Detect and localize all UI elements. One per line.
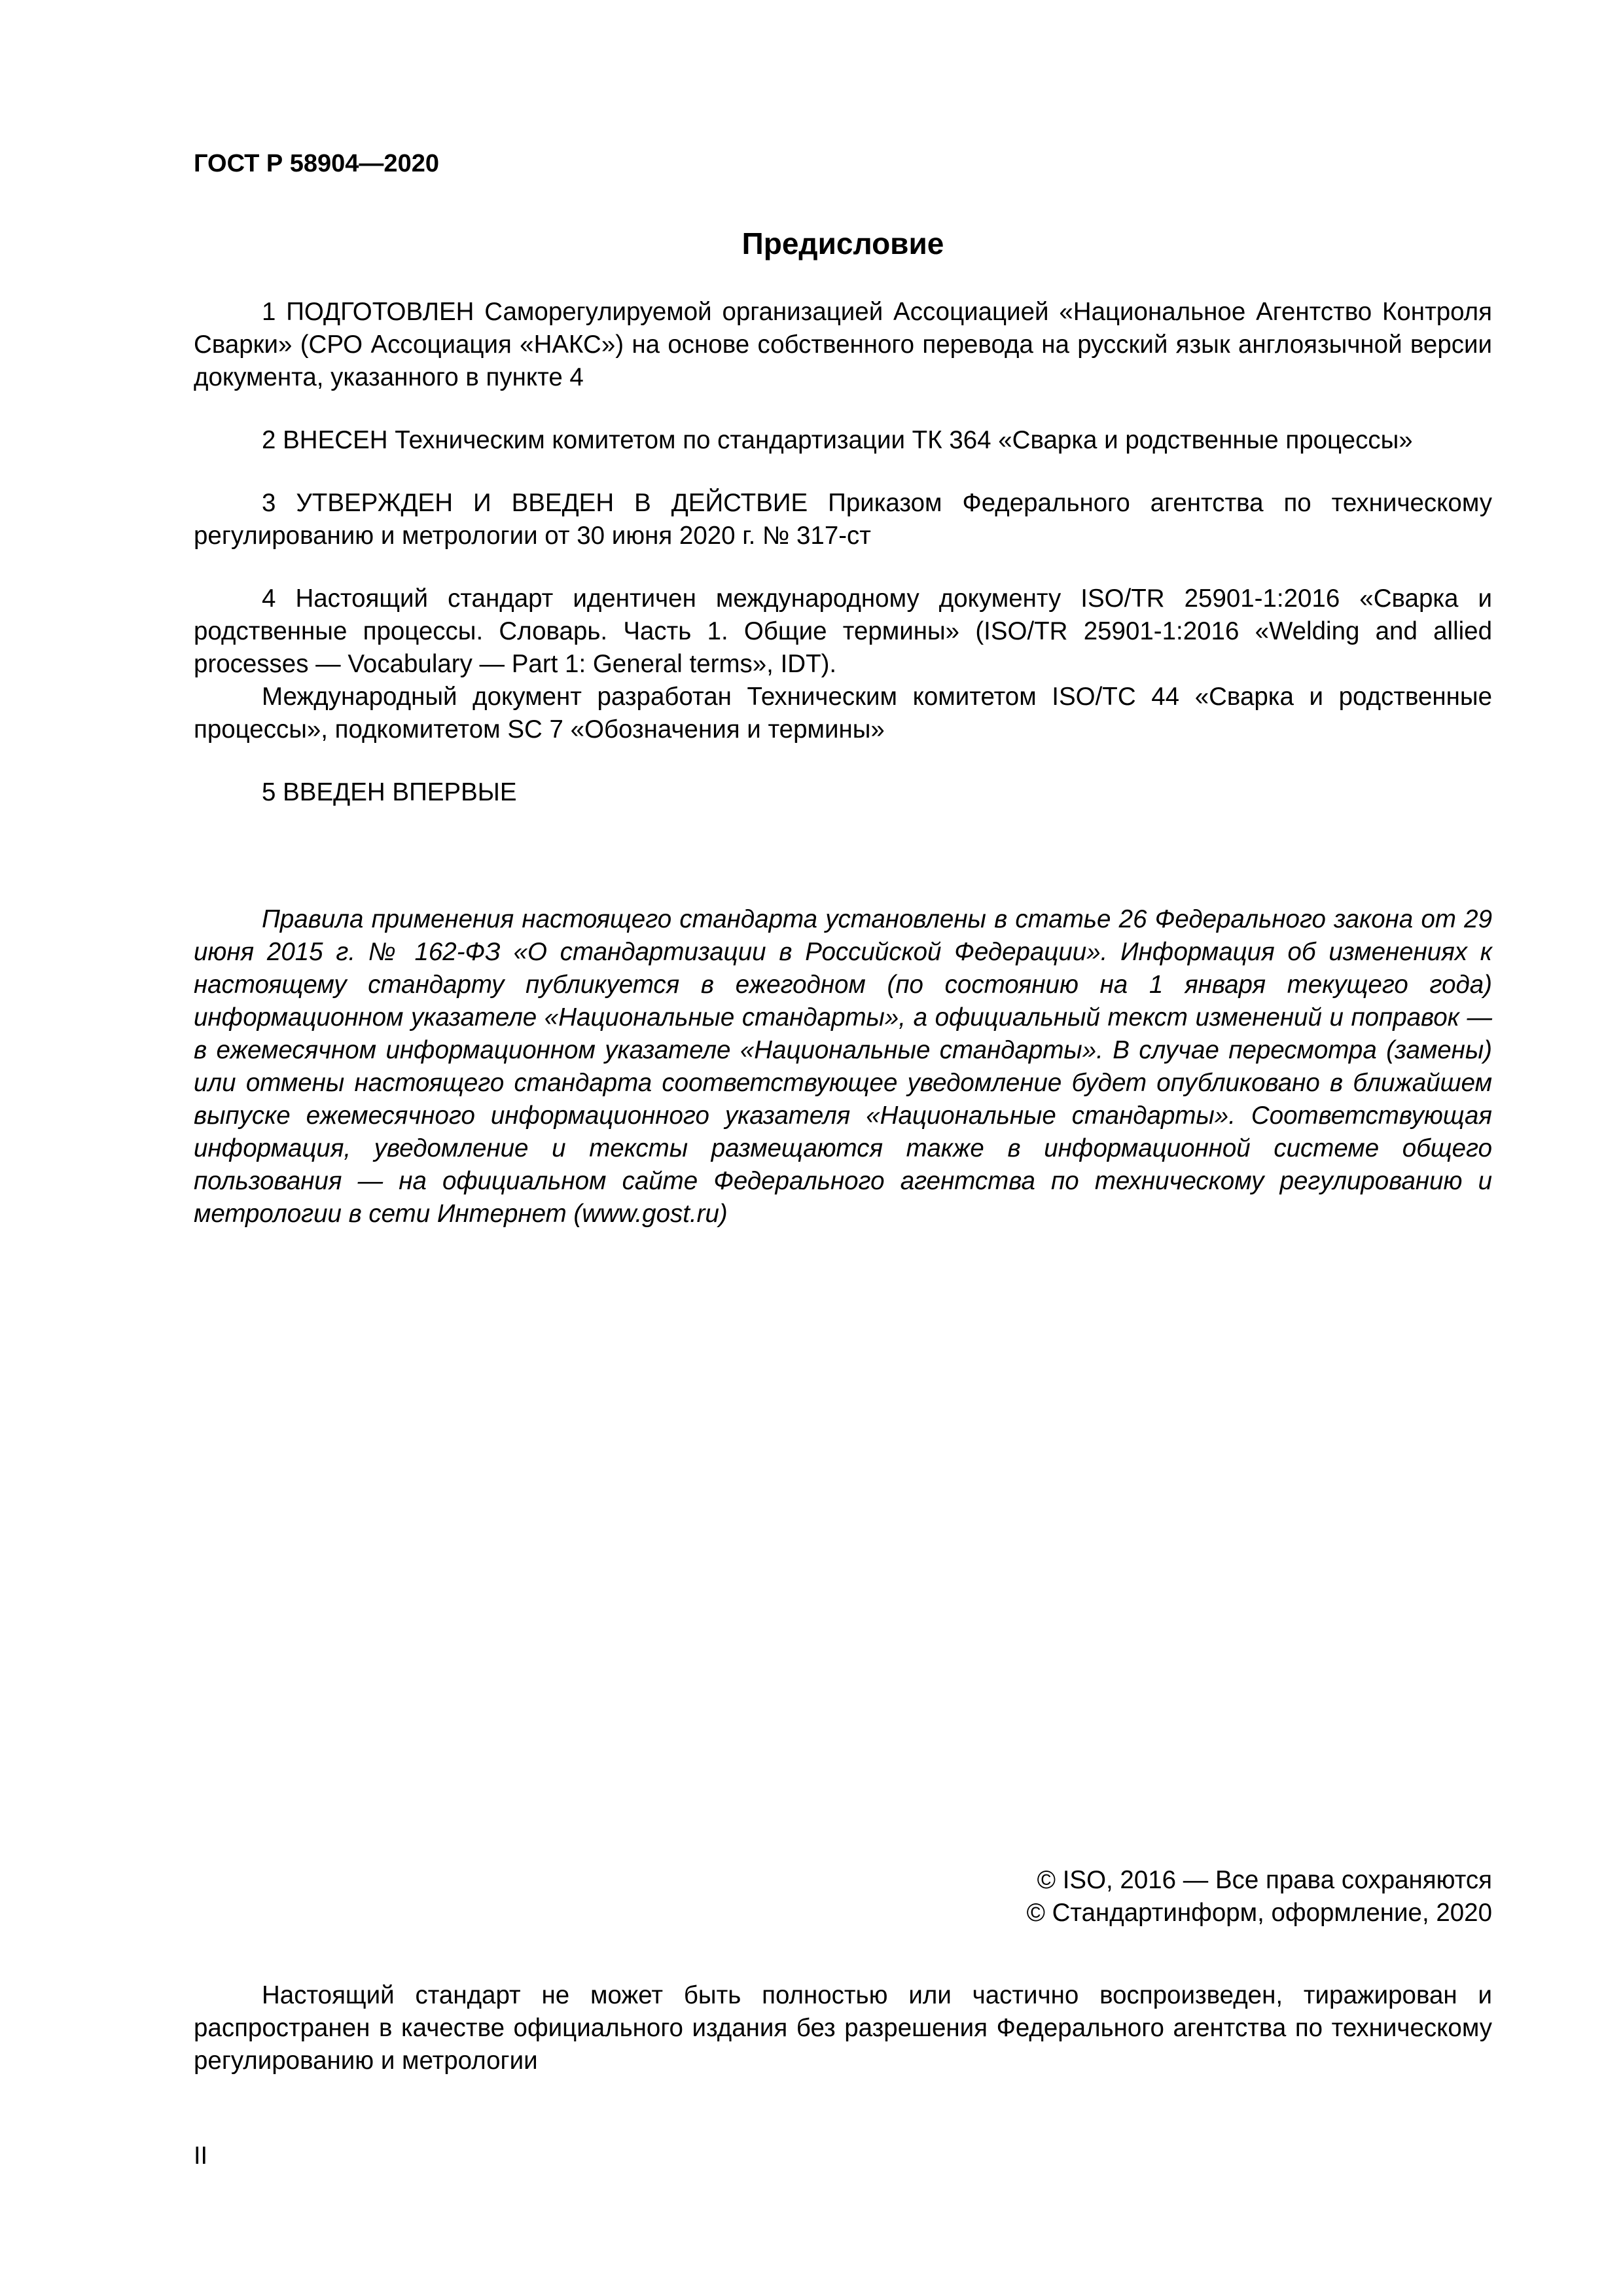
copyright-iso: © ISO, 2016 — Все права сохраняются: [1037, 1866, 1492, 1894]
foreword-item-3: 3 УТВЕРЖДЕН И ВВЕДЕН В ДЕЙСТВИЕ Приказом Федерального агентства по техническому регулированию и метрологии от 30 июня 2020 г. № 317-ст: [194, 489, 1492, 550]
foreword-item-5: 5 ВВЕДЕН ВПЕРВЫЕ: [262, 778, 517, 806]
reproduction-notice: Настоящий стандарт не может быть полностью или частично воспроизведен, тиражирован и распространен в качестве официального издания без разрешения Федерального агентства по техническому регулированию и метрологии: [194, 1981, 1492, 2075]
foreword-item-4: 4 Настоящий стандарт идентичен международному документу ISO/TR 25901-1:2016 «Сварка и родственные процессы. Словарь. Часть 1. Общие термины» (ISO/TR 25901-1:2016 «Welding and allied processes — Vocabulary — Part 1: General terms», IDT).: [194, 584, 1492, 678]
foreword-item-4-note: Международный документ разработан Техническим комитетом ISO/TC 44 «Сварка и родственные процессы», подкомитетом SC 7 «Обозначения и термины»: [194, 683, 1492, 744]
page-title: Предисловие: [741, 226, 944, 260]
copyright-standartinform: © Стандартинформ, оформление, 2020: [1026, 1899, 1492, 1927]
foreword-item-1: 1 ПОДГОТОВЛЕН Саморегулируемой организацией Ассоциацией «Национальное Агентство Контроля Сварки» (СРО Ассоциация «НАКС») на основе собственного перевода на русский язык англоязычной версии документа, указанного в пункте 4: [194, 298, 1492, 391]
page-number: II: [194, 2142, 208, 2170]
application-rules-text: Правила применения настоящего стандарта установлены в статье 26 Федерального закона от 29 июня 2015 г. № 162-ФЗ «О стандартизации в Российской Федерации». Информация об изменениях к настоящему стандарту публикуется в ежегодном (по состоянию на 1 января текущего года) информационном указателе «Национальные стандарты», а официальный текст изменений и поправок — в ежемесячном информационном указателе «Национальные стандарты». В случае пересмотра (замены) или отмены настоящего стандарта соответствующее уведомление будет опубликовано в ближайшем выпуске ежемесячного информационного указателя «Национальные стандарты». Соответствующая информация, уведомление и тексты размещаются также в информационной системе общего пользования — на официальном сайте Федерального агентства по техническому регулированию и метрологии в сети Интернет (www.gost.ru): [194, 905, 1492, 1228]
standard-code-header: ГОСТ Р 58904—2020: [194, 150, 439, 177]
foreword-item-2: 2 ВНЕСЕН Техническим комитетом по стандартизации ТК 364 «Сварка и родственные процессы»: [262, 426, 1413, 454]
